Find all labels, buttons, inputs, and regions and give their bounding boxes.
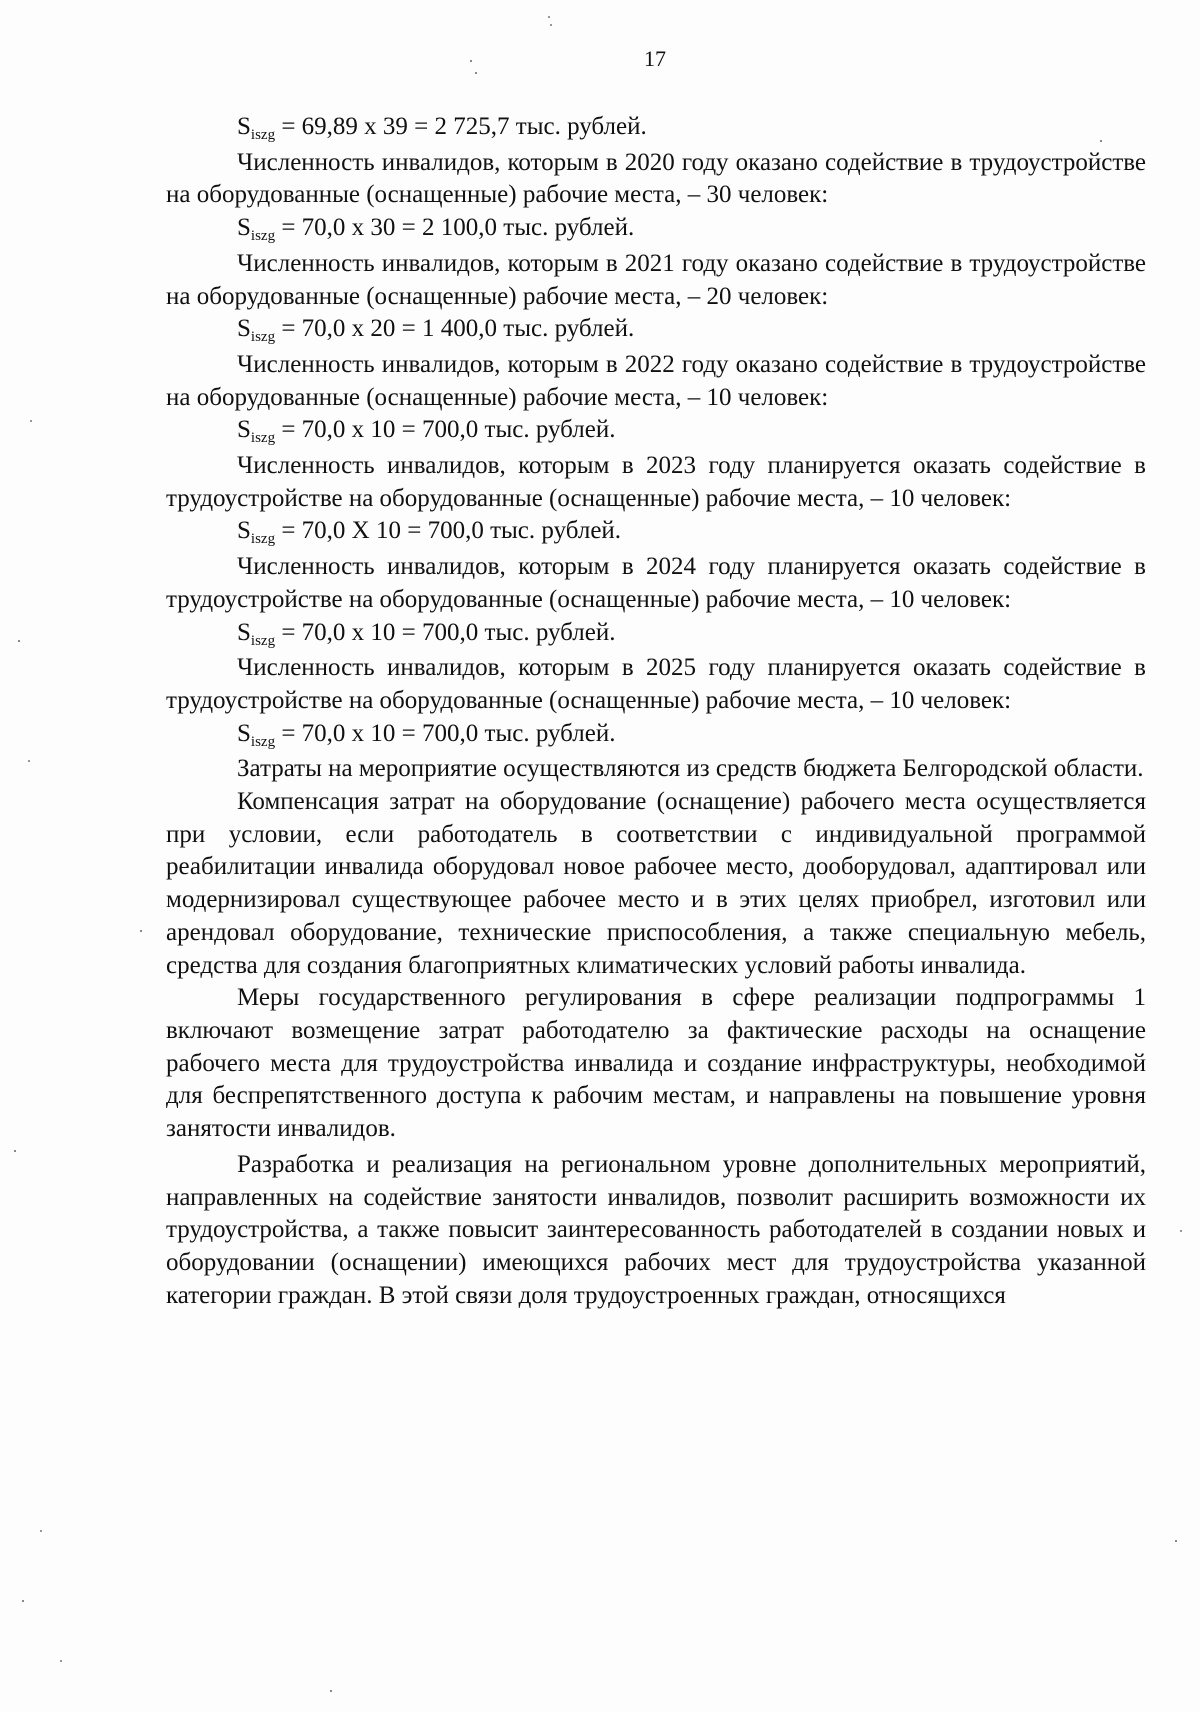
scan-speck: [40, 1530, 42, 1532]
cost-formula: [166, 617, 1146, 653]
formula-symbol: S: [237, 214, 251, 242]
scan-speck: [548, 16, 550, 18]
body-paragraph: Разработка и реализация на региональном уровне дополнительных мероприятий, направленных на содействие занятости инвалидов, позволит расширить возможности их трудоустройства, а также повысит заинтересованность работодателей в создании новых и оборудовании (оснащении) имеющихся рабочих мест для трудоустройства указанной категории граждан. В этой связи доля трудоустроенных граждан, относящихся: [166, 1150, 1146, 1309]
formula-symbol: S: [237, 719, 251, 747]
formula-subscript: iszg: [250, 329, 276, 346]
cost-formula: [166, 414, 1146, 450]
formula-expression: = 70,0 x 10 = 700,0 тыс. рублей.: [275, 416, 616, 444]
formula-expression: = 70,0 x 10 = 700,0 тыс. рублей.: [275, 719, 616, 747]
scan-speck: [30, 420, 32, 422]
body-paragraph: Численность инвалидов, которым в 2021 году оказано содействие в трудоустройстве на оборудованные (оснащенные) рабочие места, – 20 человек:: [166, 249, 1146, 310]
scan-speck: [470, 60, 472, 62]
scan-speck: [60, 1660, 62, 1662]
formula-expression: = 70,0 X 10 = 700,0 тыс. рублей.: [275, 517, 622, 545]
document-body: [166, 111, 1146, 1312]
scan-speck: [22, 1600, 24, 1602]
body-paragraph: Численность инвалидов, которым в 2022 году оказано содействие в трудоустройстве на оборудованные (оснащенные) рабочие места, – 10 человек:: [166, 350, 1146, 411]
cost-formula: [166, 111, 1146, 147]
scan-speck: [550, 24, 552, 26]
formula-expression: = 69,89 x 39 = 2 725,7 тыс. рублей.: [275, 113, 647, 140]
formula-subscript: iszg: [250, 632, 276, 649]
formula-symbol: S: [237, 113, 251, 140]
page-number: 17: [644, 46, 666, 71]
scan-speck: [1175, 1540, 1177, 1542]
body-paragraph: Меры государственного регулирования в сфере реализации подпрограммы 1 включают возмещение затрат работодателю за фактические расходы на оснащение рабочего места для трудоустройства инвалида и создание инфраструктуры, необходимой для беспрепятственного доступа к рабочим местам, и направлены на повышение уровня занятости инвалидов.: [166, 984, 1146, 1143]
formula-expression: = 70,0 x 20 = 1 400,0 тыс. рублей.: [275, 315, 635, 343]
formula-subscript: iszg: [250, 228, 276, 245]
cost-formula: [166, 515, 1146, 551]
cost-formula: [166, 718, 1146, 754]
formula-subscript: iszg: [250, 733, 276, 750]
body-paragraph: Численность инвалидов, которым в 2020 году оказано содействие в трудоустройстве на оборудованные (оснащенные) рабочие места, – 30 человек:: [166, 148, 1146, 209]
scan-speck: [140, 930, 142, 932]
scan-speck: [28, 760, 30, 762]
formula-symbol: S: [237, 517, 251, 545]
scan-speck: [14, 1150, 16, 1152]
formula-expression: = 70,0 x 30 = 2 100,0 тыс. рублей.: [275, 214, 635, 242]
scan-speck: [475, 72, 477, 74]
formula-symbol: S: [237, 315, 251, 343]
cost-formula: [166, 313, 1146, 349]
body-paragraph: Численность инвалидов, которым в 2024 году планируется оказать содействие в трудоустройстве на оборудованные (оснащенные) рабочие места, – 10 человек:: [166, 553, 1146, 613]
formula-subscript: iszg: [250, 127, 276, 143]
formula-expression: = 70,0 x 10 = 700,0 тыс. рублей.: [275, 618, 616, 646]
formula-symbol: S: [237, 416, 251, 444]
scan-speck: [18, 640, 20, 642]
scan-speck: [1180, 1230, 1182, 1232]
formula-symbol: S: [237, 618, 251, 646]
formula-subscript: iszg: [250, 531, 276, 548]
cost-formula: [166, 212, 1146, 248]
formula-subscript: iszg: [250, 430, 276, 447]
body-paragraph: Компенсация затрат на оборудование (оснащение) рабочего места осуществляется при условии, если работодатель в соответствии с индивидуальной программой реабилитации инвалида оборудовал новое рабочее место, дооборудовал, адаптировал или модернизировал существующее рабочее место и в этих целях приобрел, изготовил или арендовал оборудование, технические приспособления, а также специальную мебель, средства для создания благоприятных климатических условий работы инвалида.: [166, 788, 1146, 979]
body-paragraph: Затраты на мероприятие осуществляются из средств бюджета Белгородской области.: [237, 755, 1144, 783]
scan-speck: [330, 1690, 332, 1692]
body-paragraph: Численность инвалидов, которым в 2025 году планируется оказать содействие в трудоустройстве на оборудованные (оснащенные) рабочие места, – 10 человек:: [166, 654, 1146, 714]
body-paragraph: Численность инвалидов, которым в 2023 году планируется оказать содействие в трудоустройстве на оборудованные (оснащенные) рабочие места, – 10 человек:: [166, 452, 1146, 512]
scan-speck: [1100, 140, 1102, 142]
